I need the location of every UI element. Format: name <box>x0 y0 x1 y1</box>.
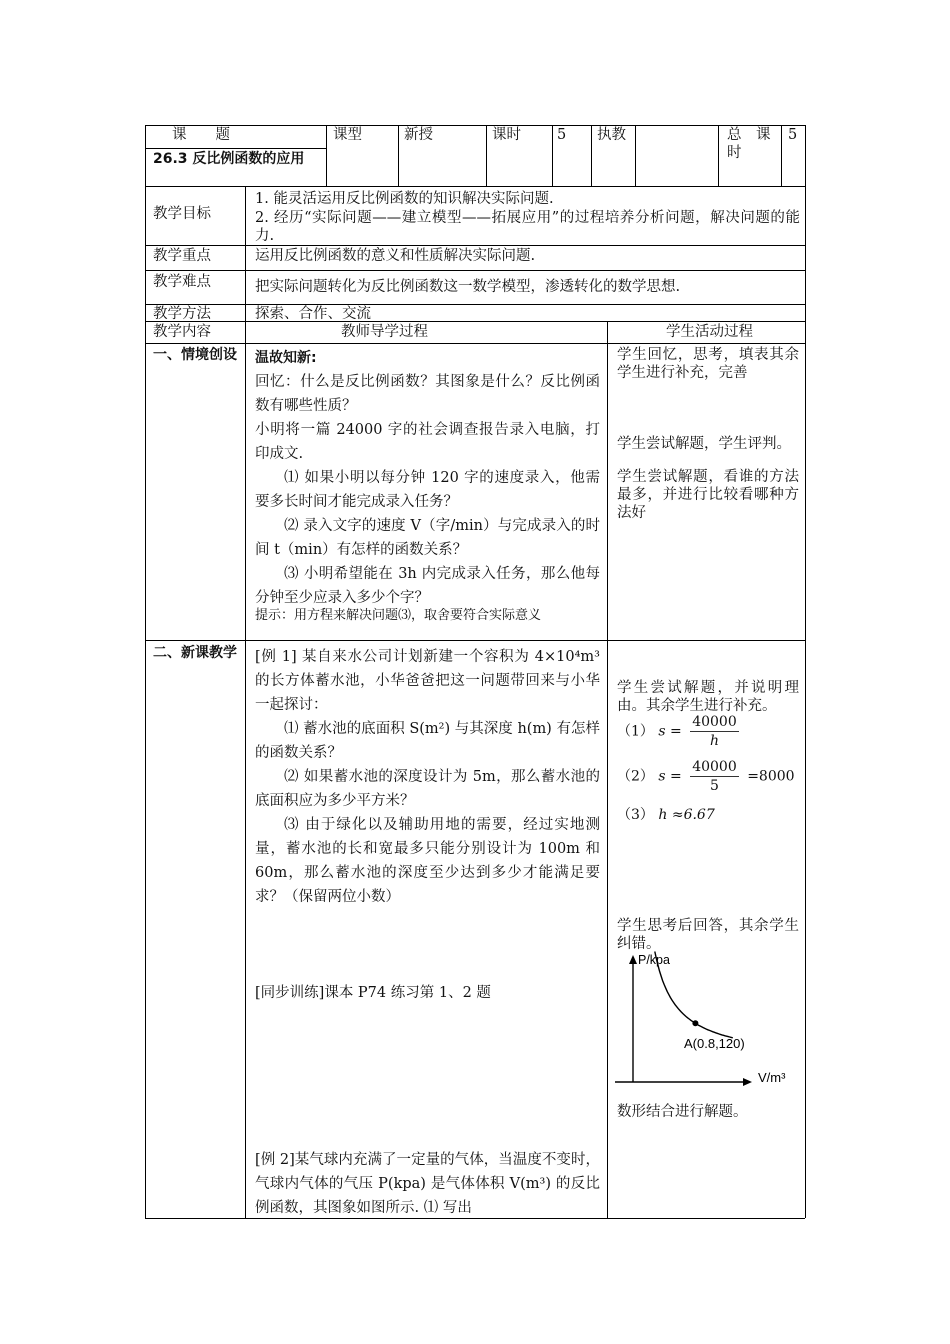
row-line <box>145 304 805 305</box>
answer-3-label: （3） <box>617 807 654 823</box>
answer-2-denominator: 5 <box>710 778 719 794</box>
answer-3 <box>617 804 715 824</box>
section-2-title: 二、新课教学 <box>153 645 237 661</box>
row-line <box>145 321 805 322</box>
header-col-line <box>635 125 636 186</box>
ke-ti-label: 课 题 <box>172 127 230 143</box>
zong-ke-shi-label: 总 课时 <box>727 127 771 161</box>
example-1-q1: ⑴ 蓄水池的底面积 S(m²) 与其深度 h(m) 有怎样的函数关系？ <box>255 721 600 761</box>
question-3: ⑶ 小明希望能在 3h 内完成录入任务，那么他每分钟至少应录入多少个字？ <box>255 566 600 606</box>
answer-3-text: h ≈6.67 <box>658 807 715 823</box>
answer-1-fraction <box>690 713 739 750</box>
hint-text: 提示：用方程来解决问题⑶，取舍要符合实际意义 <box>255 608 542 623</box>
answer-1-numerator: 40000 <box>692 714 737 730</box>
graph-point-label: A(0.8,120) <box>684 1036 745 1051</box>
answer-2: （2） s = $\frac{40000}{5}$ =8000 <box>617 759 795 794</box>
zong-ke-shi-value: 5 <box>788 127 798 143</box>
graph-x-label: V/m³ <box>758 1070 786 1085</box>
header-col-line <box>718 125 719 186</box>
objectives-label: 教学目标 <box>153 206 211 222</box>
row-line <box>145 186 805 187</box>
student-activity-3: 学生尝试解题，看谁的方法最多，并进行比较看哪种方法好 <box>617 469 799 521</box>
example-1-q3: ⑶ 由于绿化以及辅助用地的需要，经过实地测量，蓄水池的长和宽最多只能分别设计为 100m 和 60m，那么蓄水池的深度至少达到多少才能满足要求？（保留两位小数） <box>255 817 600 905</box>
difficulty-text: 把实际问题转化为反比例函数这一数学模型，渗透转化的数学思想. <box>255 279 681 295</box>
graph-y-label: P/kpa <box>638 953 670 967</box>
answer-2-label: （2） <box>617 768 654 785</box>
table-border-left <box>145 125 146 1218</box>
answer-2-result: =8000 <box>747 768 795 785</box>
question-2: ⑵ 录入文字的速度 V（字/min）与完成录入的时间 t（min）有怎样的函数关系？ <box>255 518 600 558</box>
answer-2-numerator: 40000 <box>692 759 737 775</box>
header-col-line <box>326 125 327 186</box>
key-point-label: 教学重点 <box>153 248 211 264</box>
example-1-q2: ⑵ 如果蓄水池的深度设计为 5m，那么蓄水池的底面积应为多少平方米？ <box>255 769 600 809</box>
row-line <box>145 640 805 641</box>
answer-2-var: s <box>658 768 666 785</box>
example-2-text: [例 2]某气球内充满了一定量的气体，当温度不变时，气球内气体的气压 P(kpa) 是气体体积 V(m³) 的反比例函数，其图象如图所示. ⑴ 写出 <box>255 1152 600 1216</box>
ke-xing-value: 新授 <box>404 127 433 143</box>
row-line <box>145 270 805 271</box>
table-border-top <box>145 125 805 126</box>
header-col-line <box>591 125 592 186</box>
difficulty-label: 教学难点 <box>153 274 211 290</box>
student-activity-label: 学生活动过程 <box>666 324 753 340</box>
pressure-volume-graph <box>612 950 802 1090</box>
example-1-intro: [例 1] 某自来水公司计划新建一个容积为 4×10⁴m³ 的长方体蓄水池，小华爸爸把这一问题带回来与小华一起探讨： <box>255 649 600 713</box>
header-col-line <box>486 125 487 186</box>
review-question: 回忆：什么是反比例函数？其图象是什么？反比例函数有哪些性质？ <box>255 374 600 414</box>
answer-2-fraction <box>690 758 739 795</box>
section-1-title: 一、情境创设 <box>153 347 237 363</box>
student-activity-2: 学生尝试解题，学生评判。 <box>617 436 791 452</box>
content-label: 教学内容 <box>153 324 211 340</box>
label-col-line <box>245 186 246 1218</box>
ke-xing-label: 课型 <box>333 127 362 143</box>
review-title: 温故知新: <box>255 350 317 366</box>
answer-1-var: s <box>658 723 666 740</box>
table-border-right <box>805 125 806 1218</box>
answer-1-label: （1） <box>617 723 654 740</box>
student-activity-1: 学生回忆，思考，填表其余学生进行补充，完善 <box>617 347 799 381</box>
graph-point-a <box>692 1020 698 1026</box>
header-col-line <box>552 125 553 186</box>
student-activity-6: 数形结合进行解题。 <box>617 1104 748 1120</box>
teacher-process-label: 教师导学过程 <box>341 324 428 340</box>
ke-shi-value: 5 <box>557 127 567 143</box>
row-line <box>145 343 805 344</box>
lesson-title: 26.3 反比例函数的应用 <box>153 151 305 167</box>
header-col-line <box>398 125 399 186</box>
objectives-item-1: 1. 能灵活运用反比例函数的知识解决实际问题. <box>255 191 554 207</box>
sync-training: [同步训练]课本 P74 练习第 1、2 题 <box>255 985 491 1001</box>
answer-1: （1） s = $\frac{40000}{h}$ <box>617 714 737 749</box>
zhi-jiao-label: 执教 <box>597 127 626 143</box>
header-col-line <box>781 125 782 186</box>
problem-statement: 小明将一篇 24000 字的社会调查报告录入电脑，打印成文. <box>255 422 600 462</box>
header-split-line <box>145 148 326 149</box>
answer-1-denominator: h <box>709 733 719 749</box>
method-label: 教学方法 <box>153 306 211 322</box>
method-text: 探索、合作、交流 <box>255 306 371 322</box>
row-line <box>145 245 805 246</box>
question-1: ⑴ 如果小明以每分钟 120 字的速度录入，他需要多长时间才能完成录入任务？ <box>255 470 600 510</box>
teacher-student-col-line <box>607 321 608 1218</box>
graph-y-arrow-icon <box>629 955 637 964</box>
objectives-item-2: 2. 经历“实际问题——建立模型——拓展应用”的过程培养分析问题，解决问题的能力. <box>255 210 800 244</box>
graph-x-arrow-icon <box>743 1078 752 1086</box>
student-activity-5: 学生思考后回答，其余学生纠错。 <box>617 918 799 952</box>
student-activity-4: 学生尝试解题，并说明理由。其余学生进行补充。 <box>617 680 799 714</box>
key-point-text: 运用反比例函数的意义和性质解决实际问题. <box>255 248 536 264</box>
ke-shi-label: 课时 <box>492 127 521 143</box>
